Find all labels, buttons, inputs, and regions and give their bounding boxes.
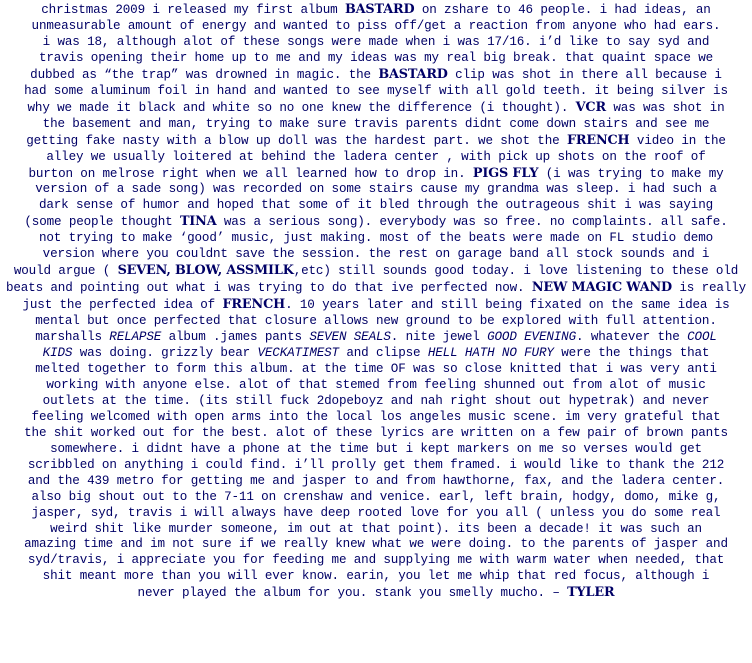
text-line bbox=[2, 214, 750, 231]
text-line bbox=[2, 314, 750, 330]
text-segment: just the perfected idea of bbox=[22, 298, 223, 313]
text-segment: version of a sade song) was recorded on some stairs cause my grandma was sleep. i had such a bbox=[35, 182, 717, 197]
text-segment: and clipse bbox=[338, 346, 428, 361]
text-segment: (some people thought bbox=[24, 215, 180, 230]
text-line bbox=[2, 231, 750, 247]
text-segment: had some aluminum foil in hand and wanted to see myself with all gold teeth. it being silver is bbox=[24, 83, 728, 98]
text-segment: amazing time and im not sure if we really knew what we were doing. to the parents of jasper and bbox=[24, 537, 728, 552]
text-segment: mental but once perfected that closure allows new ground to be explored with full attention. bbox=[35, 314, 717, 329]
text-segment: dubbed as “the trap” was drowned in magic. the bbox=[30, 67, 379, 82]
text-segment: was a serious song). everybody was so free. no complaints. all safe. bbox=[216, 215, 728, 230]
italic-title: RELAPSE bbox=[109, 330, 162, 345]
bold-title: TYLER bbox=[567, 585, 615, 601]
text-line bbox=[2, 150, 750, 166]
text-line bbox=[2, 133, 750, 150]
text-segment: is really bbox=[671, 281, 747, 296]
text-line bbox=[2, 490, 750, 506]
text-line bbox=[2, 84, 750, 100]
text-line bbox=[2, 394, 750, 410]
text-segment: outlets at the time. (its still fuck 2dopeboyz and nah right shout out hypetrak) and never bbox=[42, 393, 710, 408]
text-segment: version where you couldnt save the session. the rest on garage band all stock sounds and i bbox=[42, 247, 710, 262]
text-segment: never played the album for you. stank you smelly mucho. – bbox=[137, 586, 568, 601]
text-segment: alley we usually loitered at behind the ladera center , with pick up shots on the roof of bbox=[46, 149, 706, 164]
text-segment: why we made it black and white so no one knew the difference (i thought). bbox=[27, 100, 576, 115]
text-segment: getting fake nasty with a blow up doll was the hardest part. we shot the bbox=[26, 133, 567, 148]
text-segment: syd/travis, i appreciate you for feeding me and supplying me with warm water when needed, that bbox=[27, 553, 725, 568]
text-segment: working with anyone else. alot of that stemed from feeling shunned out from alot of music bbox=[46, 377, 706, 392]
text-line bbox=[2, 474, 750, 490]
text-segment: . nite jewel bbox=[390, 330, 488, 345]
text-segment: would argue ( bbox=[13, 264, 118, 279]
text-segment: jasper, syd, travis i will always have deep rooted love for you all ( unless you do some real bbox=[31, 505, 721, 520]
text-line bbox=[2, 410, 750, 426]
text-line bbox=[2, 280, 750, 297]
text-line bbox=[2, 522, 750, 538]
text-line bbox=[2, 442, 750, 458]
text-segment: feeling welcomed with open arms into the local los angeles music scene. im very grateful that bbox=[31, 409, 721, 424]
text-segment: . whatever the bbox=[576, 330, 688, 345]
text-line bbox=[2, 346, 750, 362]
text-segment: beats and pointing out what i was trying to do that ive perfected now. bbox=[5, 281, 532, 296]
text-segment: was doing. grizzly bear bbox=[72, 346, 258, 361]
text-segment: were the things that bbox=[553, 346, 710, 361]
text-segment: somewhere. i didnt have a phone at the time but i kept markers on me so verses would get bbox=[50, 441, 702, 456]
text-segment: not trying to make ‘good’ music, just making. most of the beats were made on FL studio demo bbox=[38, 231, 714, 246]
italic-title: HELL HATH NO FURY bbox=[427, 346, 554, 361]
bold-title: NEW MAGIC WAND bbox=[531, 280, 672, 296]
text-line bbox=[2, 51, 750, 67]
text-segment: i was 18, although alot of these songs were made when i was 17/16. i’d like to say syd and bbox=[42, 34, 710, 49]
text-segment: the basement and man, trying to make sure travis parents didnt come down stairs and see me bbox=[42, 116, 710, 131]
text-segment: dark sense of humor and hoped that some of it bled through the outrageous shit i was saying bbox=[38, 198, 714, 213]
text-segment: album .james pants bbox=[161, 330, 310, 345]
text-segment: marshalls bbox=[35, 330, 110, 345]
text-segment: (i was trying to make my bbox=[538, 166, 724, 181]
text-segment: ,etc) still sounds good today. i love listening to these old bbox=[293, 264, 739, 279]
bold-title: SEVEN, BLOW, ASSMILK bbox=[117, 263, 294, 279]
text-line bbox=[2, 506, 750, 522]
text-segment: melted together to form this album. at the time OF was so close knitted that i was very anti bbox=[35, 361, 717, 376]
text-line bbox=[2, 166, 750, 183]
text-line bbox=[2, 247, 750, 263]
bold-title: TINA bbox=[179, 214, 217, 230]
bold-title: FRENCH bbox=[566, 132, 630, 148]
text-line bbox=[2, 67, 750, 84]
text-segment: the shit worked out for the best. alot of these lyrics are written on a few pair of brown pants bbox=[24, 425, 728, 440]
text-line bbox=[2, 537, 750, 553]
text-segment: burton on melrose right when we all learned how to drop in. bbox=[28, 166, 473, 181]
bold-title: BASTARD bbox=[344, 2, 415, 17]
italic-title: KIDS bbox=[42, 346, 73, 361]
text-line bbox=[2, 117, 750, 133]
text-line bbox=[2, 585, 750, 602]
text-line bbox=[2, 182, 750, 198]
text-segment: clip was shot in there all because i bbox=[447, 67, 722, 82]
text-segment: weird shit like murder someone, im out at that point). its been a decade! it was such an bbox=[50, 521, 702, 536]
text-line bbox=[2, 569, 750, 585]
text-line bbox=[2, 362, 750, 378]
text-line bbox=[2, 263, 750, 280]
bold-title: BASTARD bbox=[378, 66, 448, 82]
text-segment: . 10 years later and still being fixated on the same idea is bbox=[285, 298, 730, 313]
text-segment: on zshare to 46 people. i had ideas, an bbox=[414, 3, 711, 17]
italic-title: GOOD EVENING bbox=[487, 330, 576, 345]
text-segment: unmeasurable amount of energy and wanted to piss off/get a reaction from anyone who had ears. bbox=[31, 18, 721, 33]
text-segment: christmas 2009 i released my first album bbox=[41, 3, 345, 17]
text-segment: and the 439 metro for getting me and jasper to and from hawthorne, fax, and the ladera center. bbox=[27, 473, 725, 488]
text-segment: also big shout out to the 7-11 on crenshaw and venice. earl, left brain, hodgy, domo, mike g, bbox=[31, 489, 721, 504]
text-segment: was was shot in bbox=[605, 100, 725, 115]
text-line bbox=[2, 198, 750, 214]
text-line bbox=[2, 378, 750, 394]
text-line bbox=[2, 2, 750, 19]
text-segment: travis opening their home up to me and my ideas was my real big break. that quaint space we bbox=[38, 50, 714, 65]
text-segment: video in the bbox=[629, 133, 726, 148]
text-segment: scribbled on anything i could find. i’ll prolly get them framed. i would like to thank the 212 bbox=[27, 457, 725, 472]
text-segment: shit meant more than you will ever know. earin, you let me whip that red focus, although i bbox=[42, 569, 710, 584]
bold-title: FRENCH bbox=[222, 297, 286, 313]
italic-title: COOL bbox=[687, 330, 717, 345]
text-line bbox=[2, 19, 750, 35]
text-line bbox=[2, 553, 750, 569]
text-line bbox=[2, 100, 750, 117]
italic-title: VECKATIMEST bbox=[257, 346, 339, 361]
text-line bbox=[2, 297, 750, 314]
text-line bbox=[2, 330, 750, 346]
text-line bbox=[2, 426, 750, 442]
liner-notes-text bbox=[2, 2, 750, 602]
text-line bbox=[2, 458, 750, 474]
bold-title: PIGS FLY bbox=[472, 165, 539, 181]
text-line bbox=[2, 35, 750, 51]
bold-title: VCR bbox=[575, 99, 606, 115]
italic-title: SEVEN SEALS bbox=[309, 330, 391, 345]
